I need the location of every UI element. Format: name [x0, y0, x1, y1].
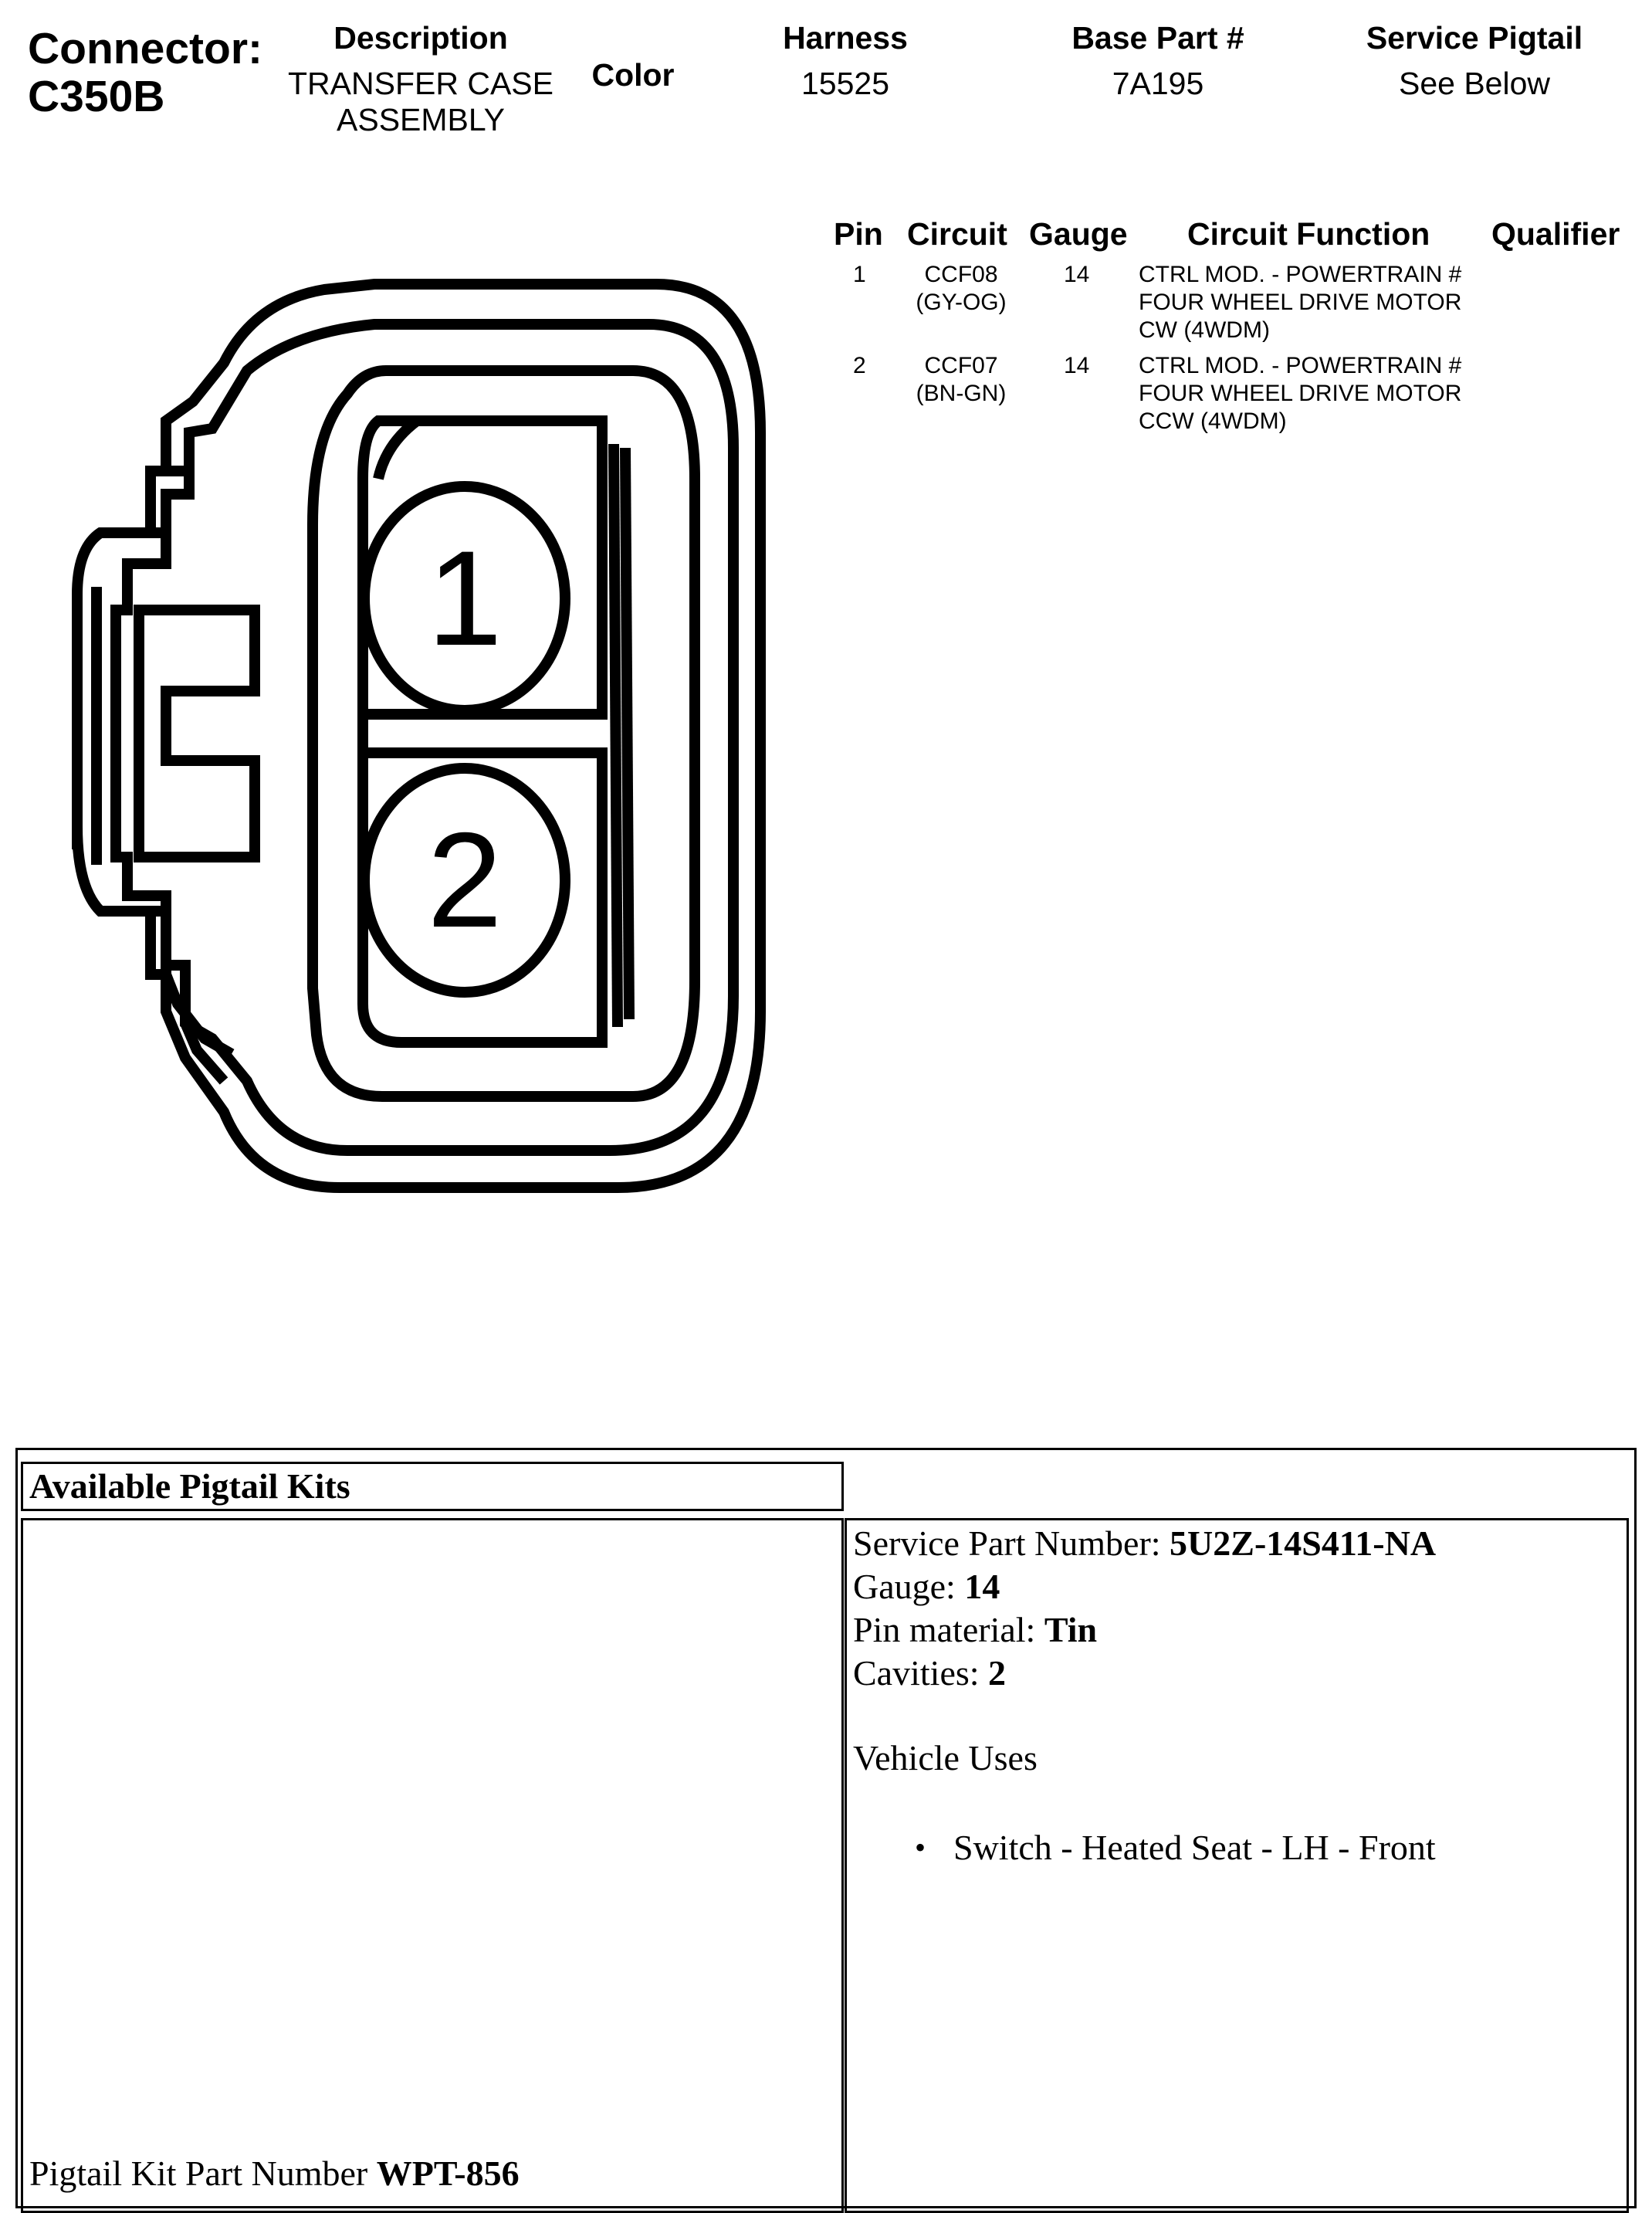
pin-material-value: Tin [1044, 1610, 1098, 1649]
pin-2-circuit [895, 352, 1027, 408]
pin-2-gauge: 14 [1064, 353, 1090, 378]
pin-1-circuit [895, 261, 1027, 317]
service-pigtail-column [1343, 20, 1606, 102]
kit-part-label: Pigtail Kit Part Number [29, 2154, 377, 2193]
cavities-label: Cavities: [853, 1653, 989, 1693]
circuit-function-header: Circuit Function [1187, 216, 1430, 252]
harness-column [733, 20, 957, 102]
pin-2-number: 2 [853, 353, 866, 378]
pin-1-function-line: CTRL MOD. - POWERTRAIN # [1139, 262, 1462, 287]
cavities-value: 2 [988, 1653, 1007, 1693]
pin-2-function-line: FOUR WHEEL DRIVE MOTOR [1139, 381, 1462, 406]
pigtail-kit-part [29, 2152, 520, 2195]
pin-1-function-line: CW (4WDM) [1139, 317, 1270, 343]
pin-header: Pin [834, 216, 883, 252]
connector-label: Connector: [28, 24, 262, 73]
description-line-1: TRANSFER CASE [288, 66, 553, 101]
pin-1-wire-color: (GY-OG) [916, 290, 1007, 315]
pigtail-details [853, 1522, 1436, 1869]
pin-material-label: Pin material: [853, 1610, 1044, 1649]
cavities-line [853, 1652, 1436, 1695]
pin-1-gauge: 14 [1064, 262, 1090, 287]
connector-id: C350B [28, 72, 165, 121]
connector-face-diagram [0, 263, 772, 1212]
pin-1-circuit-code: CCF08 [924, 262, 998, 287]
base-part-column [1042, 20, 1274, 102]
service-part-label: Service Part Number: [853, 1523, 1170, 1563]
description-column [262, 20, 579, 138]
gauge-header: Gauge [1029, 216, 1128, 252]
service-part-value: 5U2Z-14S411-NA [1170, 1523, 1437, 1563]
pin-2-function [1139, 352, 1461, 435]
harness-label: Harness [783, 20, 908, 56]
base-part-value: 7A195 [1112, 66, 1204, 101]
circuit-header: Circuit [907, 216, 1007, 252]
gauge-value: 14 [964, 1567, 1000, 1606]
pin-2-function-line: CTRL MOD. - POWERTRAIN # [1139, 353, 1462, 378]
qualifier-header: Qualifier [1491, 216, 1620, 252]
vehicle-uses-label: Vehicle Uses [853, 1738, 1038, 1778]
pin-2-label: 2 [427, 805, 503, 956]
pigtail-kit-box [21, 1518, 844, 2213]
pin-2-function-line: CCW (4WDM) [1139, 408, 1287, 434]
base-part-label: Base Part # [1071, 20, 1244, 56]
gauge-line [853, 1565, 1436, 1608]
vehicle-uses-list [915, 1826, 1436, 1869]
service-part-line [853, 1522, 1436, 1565]
description-value [262, 66, 579, 138]
service-pigtail-value: See Below [1398, 66, 1550, 101]
pin-material-line [853, 1608, 1436, 1652]
connector-title [28, 25, 262, 120]
description-label: Description [333, 20, 508, 56]
pigtail-title-box [21, 1462, 844, 1511]
harness-value: 15525 [801, 66, 889, 101]
pin-2-wire-color: (BN-GN) [916, 381, 1007, 406]
pin-1-function-line: FOUR WHEEL DRIVE MOTOR [1139, 290, 1462, 315]
service-pigtail-label: Service Pigtail [1366, 20, 1583, 56]
kit-part-value: WPT-856 [376, 2154, 520, 2193]
pigtail-title: Available Pigtail Kits [29, 1466, 350, 1506]
pin-1-number: 1 [853, 262, 866, 287]
description-line-2: ASSEMBLY [337, 102, 505, 137]
pin-1-function [1139, 261, 1461, 344]
gauge-label: Gauge: [853, 1567, 965, 1606]
pigtail-details-box [845, 1518, 1629, 2213]
vehicle-use-item: • Switch - Heated Seat - LH - Front [915, 1826, 1436, 1869]
pin-2-circuit-code: CCF07 [924, 353, 998, 378]
pin-1-label: 1 [427, 524, 503, 674]
color-label: Color [591, 57, 675, 93]
